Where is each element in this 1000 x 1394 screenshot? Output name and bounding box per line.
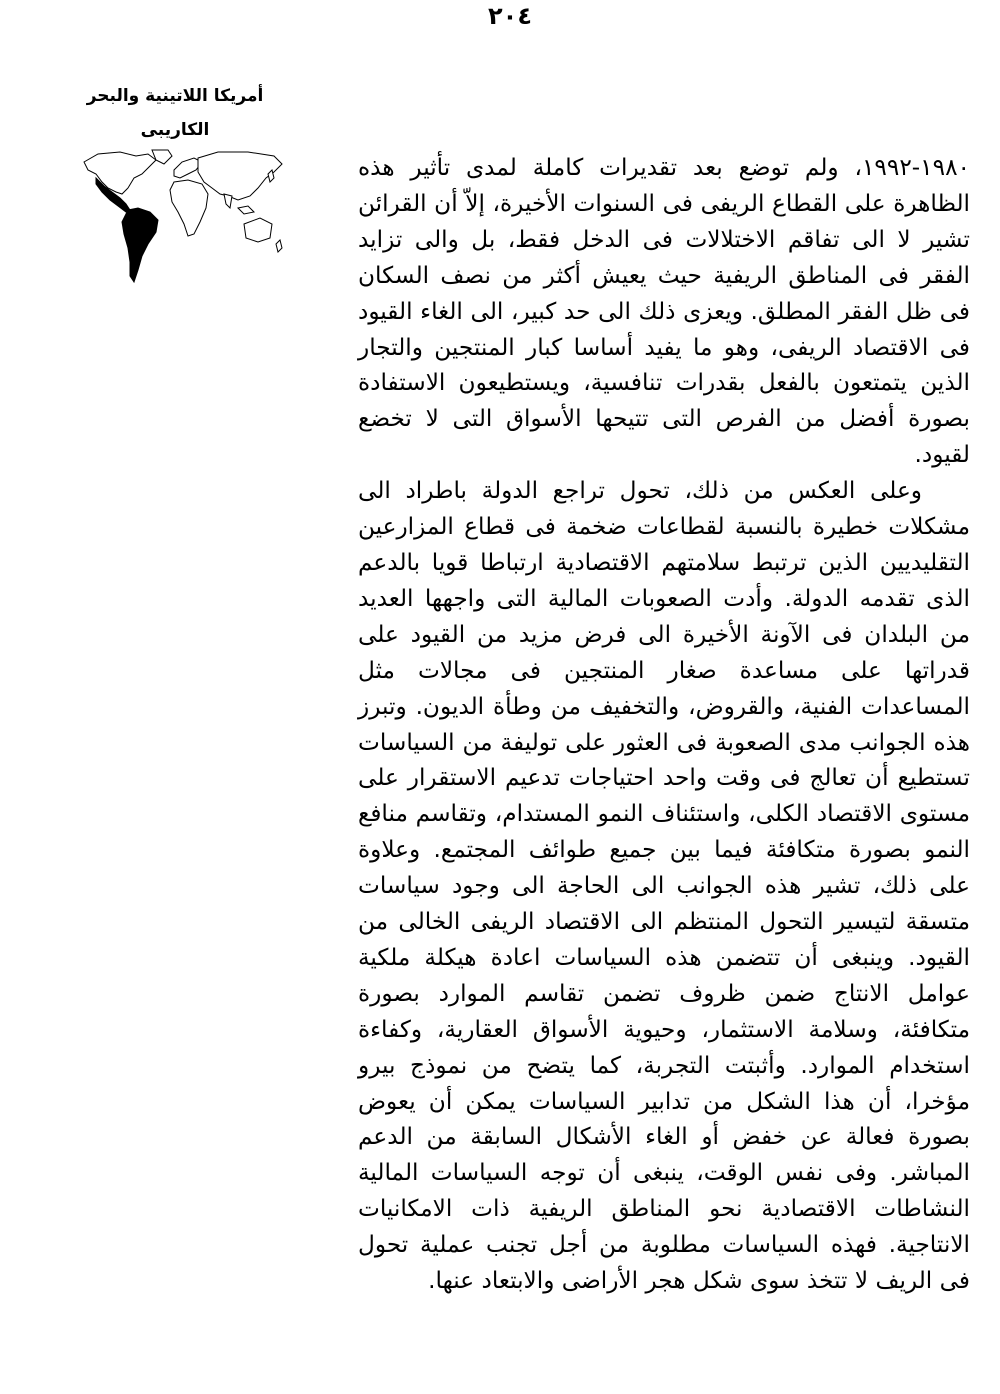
region-title-line2: الكاريبى — [140, 120, 210, 140]
africa-shape — [170, 180, 208, 236]
world-map-highlighting-latin-america-icon — [78, 148, 284, 286]
south-america-shape — [122, 208, 158, 282]
page-number: ٢٠٤ — [488, 2, 532, 30]
greenland-shape — [152, 150, 172, 164]
region-title-line1: أمريكا اللاتينية والبحر — [86, 86, 264, 106]
body-text — [358, 150, 970, 1299]
india-shape — [224, 194, 232, 208]
new-zealand-shape — [276, 240, 282, 252]
north-america-shape — [84, 152, 156, 194]
paragraph-2: وعلى العكس من ذلك، تحول تراجع الدولة باطراد الى مشكلات خطيرة بالنسبة لقطاعات ضخمة فى قطاع المزارعين التقليديين الذين ترتبط سلامتهم الاقتصادية ارتباطا قويا بالدعم الذى تقدمه الدولة. وأدت الصعوبات المالية التى واجهها العديد من البلدان فى الآونة الأخيرة الى فرض مزيد من القيود على قدراتها على مساعدة صغار المنتجين فى مجالات مثل المساعدات الفنية، والقروض، والتخفيف من وطأة الديون. وتبرز هذه الجوانب مدى الصعوبة فى العثور على توليفة من السياسات تستطيع أن تعالج فى وقت واحد احتياجات تدعيم الاستقرار على مستوى الاقتصاد الكلى، واستئناف النمو المستدام، وتقاسم منافع النمو بصورة متكافئة فيما بين جميع طوائف المجتمع. وعلاوة على ذلك، تشير هذه الجوانب الى الحاجة الى وجود سياسات متسقة لتيسير التحول المنتظم الى الاقتصاد الريفى الخالى من القيود. وينبغى أن تتضمن هذه السياسات اعادة هيكلة ملكية عوامل الانتاج ضمن ظروف تضمن تقاسم الموارد بصورة متكافئة، وسلامة الاستثمار، وحيوية الأسواق العقارية، وكفاءة استخدام الموارد. وأثبتت التجربة، كما يتضح من نموذج بيرو مؤخرا، أن هذا الشكل من تدابير السياسات يمكن أن يعوض بصورة فعالة عن خفض أو الغاء الأشكال السابقة من الدعم المباشر. وفى نفس الوقت، ينبغى أن توجه السياسات المالية النشاطات الاقتصادية نحو المناطق الريفية ذات الامكانيات الانتاجية. فهذه السياسات مطلوبة من أجل تجنب عملية تحول فى الريف لا تتخذ سوى شكل هجر الأراضى والابتعاد عنها. — [358, 477, 970, 1295]
australia-shape — [244, 218, 272, 242]
paragraph-1: ١٩٨٠-١٩٩٢، ولم توضع بعد تقديرات كاملة لمدى تأثير هذه الظاهرة على القطاع الريفى فى السنوات الأخيرة، إلاّ أن القرائن تشير لا الى تفاقم الاختلالات فى الدخل فقط، بل والى تزايد الفقر فى المناطق الريفية حيث يعيش أكثر من نصف السكان فى ظل الفقر المطلق. ويعزى ذلك الى حد كبير، الى الغاء القيود فى الاقتصاد الريفى، وهو ما يفيد أساسا كبار المنتجين والتجار الذين يتمتعون بالفعل بقدرات تنافسية، ويستطيعون الاستفادة بصورة أفضل من الفرص التى تتيحها الأسواق التى لا تخضع لقيود. — [358, 154, 970, 469]
islands-shape — [238, 206, 254, 214]
